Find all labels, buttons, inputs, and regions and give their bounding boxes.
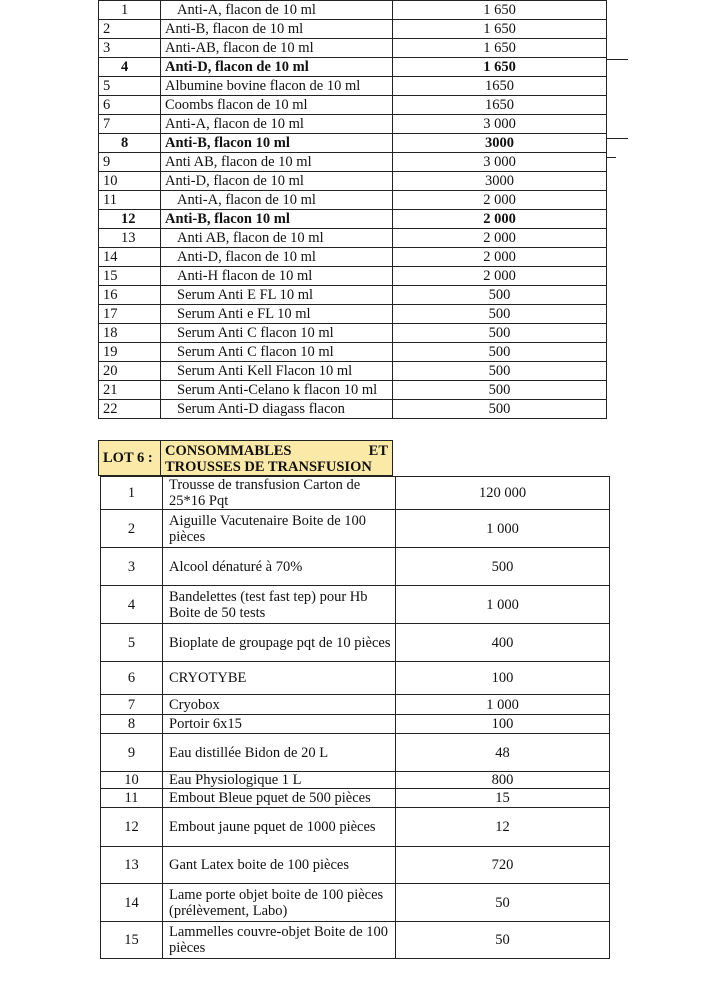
table-row [99, 172, 607, 191]
table-row [101, 510, 610, 548]
row-item: Anti-A, flacon de 10 ml [161, 1, 393, 20]
row-quantity: 1650 [393, 96, 607, 115]
row-quantity: 3000 [393, 134, 607, 153]
table-row [101, 847, 610, 884]
row-quantity: 2 000 [393, 229, 607, 248]
row-quantity: 2 000 [393, 210, 607, 229]
row-number: 13 [99, 229, 161, 248]
row-item: Anti-AB, flacon de 10 ml [161, 39, 393, 58]
row-item: Coombs flacon de 10 ml [161, 96, 393, 115]
row-number: 5 [99, 77, 161, 96]
table-row [99, 381, 607, 400]
table-row [99, 343, 607, 362]
table-line-stub [606, 138, 628, 139]
row-quantity: 500 [393, 400, 607, 419]
table-row [101, 662, 610, 695]
row-quantity: 720 [396, 847, 610, 884]
row-number: 14 [101, 884, 163, 922]
row-quantity: 3000 [393, 172, 607, 191]
row-item: Cryobox [163, 695, 396, 715]
row-item: Anti-B, flacon 10 ml [161, 210, 393, 229]
row-quantity: 3 000 [393, 115, 607, 134]
row-number: 17 [99, 305, 161, 324]
row-number: 4 [99, 58, 161, 77]
table-line-stub [606, 59, 628, 60]
row-quantity: 500 [393, 362, 607, 381]
row-item: Albumine bovine flacon de 10 ml [161, 77, 393, 96]
row-quantity: 100 [396, 662, 610, 695]
row-number: 8 [101, 715, 163, 734]
lot6-header [98, 440, 393, 476]
table-row [101, 477, 610, 510]
table-row [99, 96, 607, 115]
row-item: Bioplate de groupage pqt de 10 pièces [163, 624, 396, 662]
row-number: 2 [101, 510, 163, 548]
row-item: Serum Anti C flacon 10 ml [161, 324, 393, 343]
table-row [101, 884, 610, 922]
row-number: 8 [99, 134, 161, 153]
row-item: Aiguille Vacutenaire Boite de 100 pièces [163, 510, 396, 548]
table-row [101, 734, 610, 772]
row-item: Lammelles couvre-objet Boite de 100 pièces [163, 922, 396, 959]
row-quantity: 50 [396, 922, 610, 959]
row-item: Anti-B, flacon 10 ml [161, 134, 393, 153]
row-item: Serum Anti E FL 10 ml [161, 286, 393, 305]
table-row [101, 789, 610, 808]
row-item: Serum Anti Kell Flacon 10 ml [161, 362, 393, 381]
row-item: Serum Anti C flacon 10 ml [161, 343, 393, 362]
row-quantity: 1 650 [393, 20, 607, 39]
row-number: 16 [99, 286, 161, 305]
table-line-stub [606, 157, 616, 158]
row-number: 19 [99, 343, 161, 362]
row-quantity: 12 [396, 808, 610, 847]
table-row [99, 77, 607, 96]
row-item: Anti AB, flacon de 10 ml [161, 153, 393, 172]
table-row [99, 305, 607, 324]
lot6-title [161, 441, 392, 475]
row-number: 12 [99, 210, 161, 229]
row-item: Bandelettes (test fast tep) pour Hb Boite de 50 tests [163, 586, 396, 624]
row-number: 6 [101, 662, 163, 695]
row-number: 15 [99, 267, 161, 286]
lot6-title-line2: TROUSSES DE TRANSFUSION [165, 459, 372, 475]
row-number: 6 [99, 96, 161, 115]
row-item: Gant Latex boite de 100 pièces [163, 847, 396, 884]
row-number: 2 [99, 20, 161, 39]
table-row [101, 715, 610, 734]
row-number: 10 [101, 772, 163, 789]
row-quantity: 500 [393, 343, 607, 362]
row-number: 10 [99, 172, 161, 191]
table-row [99, 248, 607, 267]
row-quantity: 2 000 [393, 191, 607, 210]
table-row [99, 58, 607, 77]
row-item: Anti-B, flacon de 10 ml [161, 20, 393, 39]
row-quantity: 500 [393, 381, 607, 400]
table-row [99, 191, 607, 210]
table-row [101, 922, 610, 959]
row-quantity: 1 650 [393, 1, 607, 20]
row-quantity: 1 000 [396, 586, 610, 624]
row-item: Alcool dénaturé à 70% [163, 548, 396, 586]
row-quantity: 500 [393, 305, 607, 324]
table-row [99, 153, 607, 172]
table-row [99, 1, 607, 20]
row-number: 1 [101, 477, 163, 510]
row-item: Anti-H flacon de 10 ml [161, 267, 393, 286]
row-quantity: 500 [396, 548, 610, 586]
row-item: Serum Anti-D diagass flacon [161, 400, 393, 419]
row-quantity: 1 000 [396, 510, 610, 548]
row-quantity: 48 [396, 734, 610, 772]
table-row [99, 20, 607, 39]
row-item: Serum Anti e FL 10 ml [161, 305, 393, 324]
table-row [101, 586, 610, 624]
row-item: Anti-A, flacon de 10 ml [161, 115, 393, 134]
lot6-table [100, 476, 610, 959]
row-item: Anti-D, flacon de 10 ml [161, 172, 393, 191]
table-row [99, 39, 607, 58]
lot5-table [98, 0, 607, 419]
row-item: Embout Bleue pquet de 500 pièces [163, 789, 396, 808]
row-item: Anti-D, flacon de 10 ml [161, 248, 393, 267]
table-row [99, 324, 607, 343]
row-quantity: 500 [393, 324, 607, 343]
row-number: 18 [99, 324, 161, 343]
row-number: 14 [99, 248, 161, 267]
row-quantity: 400 [396, 624, 610, 662]
table-row [101, 548, 610, 586]
row-quantity: 2 000 [393, 248, 607, 267]
row-quantity: 500 [393, 286, 607, 305]
row-number: 9 [99, 153, 161, 172]
row-item: Anti AB, flacon de 10 ml [161, 229, 393, 248]
row-quantity: 50 [396, 884, 610, 922]
row-number: 13 [101, 847, 163, 884]
row-quantity: 1 650 [393, 39, 607, 58]
row-number: 4 [101, 586, 163, 624]
row-item: Lame porte objet boite de 100 pièces (prélèvement, Labo) [163, 884, 396, 922]
row-quantity: 1 000 [396, 695, 610, 715]
row-item: Serum Anti-Celano k flacon 10 ml [161, 381, 393, 400]
row-number: 7 [101, 695, 163, 715]
row-number: 15 [101, 922, 163, 959]
row-number: 1 [99, 1, 161, 20]
row-item: Trousse de transfusion Carton de 25*16 Pqt [163, 477, 396, 510]
row-quantity: 120 000 [396, 477, 610, 510]
lot6-title-word1: CONSOMMABLES [165, 443, 292, 459]
row-item: Anti-D, flacon de 10 ml [161, 58, 393, 77]
table-row [99, 362, 607, 381]
row-number: 20 [99, 362, 161, 381]
row-item: CRYOTYBE [163, 662, 396, 695]
row-quantity: 800 [396, 772, 610, 789]
lot6-label: LOT 6 : [99, 441, 161, 475]
row-quantity: 1650 [393, 77, 607, 96]
table-row [99, 400, 607, 419]
lot6-title-word2: ET [368, 443, 388, 459]
row-item: Anti-A, flacon de 10 ml [161, 191, 393, 210]
row-number: 12 [101, 808, 163, 847]
table-row [99, 134, 607, 153]
table-row [99, 229, 607, 248]
table-row [99, 115, 607, 134]
row-item: Embout jaune pquet de 1000 pièces [163, 808, 396, 847]
row-number: 3 [101, 548, 163, 586]
row-quantity: 15 [396, 789, 610, 808]
table-row [99, 267, 607, 286]
table-row [101, 624, 610, 662]
row-quantity: 100 [396, 715, 610, 734]
table-row [99, 286, 607, 305]
row-item: Eau Physiologique 1 L [163, 772, 396, 789]
row-number: 3 [99, 39, 161, 58]
row-item: Eau distillée Bidon de 20 L [163, 734, 396, 772]
row-quantity: 2 000 [393, 267, 607, 286]
table-row [101, 695, 610, 715]
row-quantity: 3 000 [393, 153, 607, 172]
row-item: Portoir 6x15 [163, 715, 396, 734]
row-number: 7 [99, 115, 161, 134]
row-number: 11 [101, 789, 163, 808]
row-number: 22 [99, 400, 161, 419]
row-number: 21 [99, 381, 161, 400]
row-number: 5 [101, 624, 163, 662]
row-number: 9 [101, 734, 163, 772]
row-quantity: 1 650 [393, 58, 607, 77]
table-row [101, 808, 610, 847]
row-number: 11 [99, 191, 161, 210]
table-row [101, 772, 610, 789]
table-row [99, 210, 607, 229]
